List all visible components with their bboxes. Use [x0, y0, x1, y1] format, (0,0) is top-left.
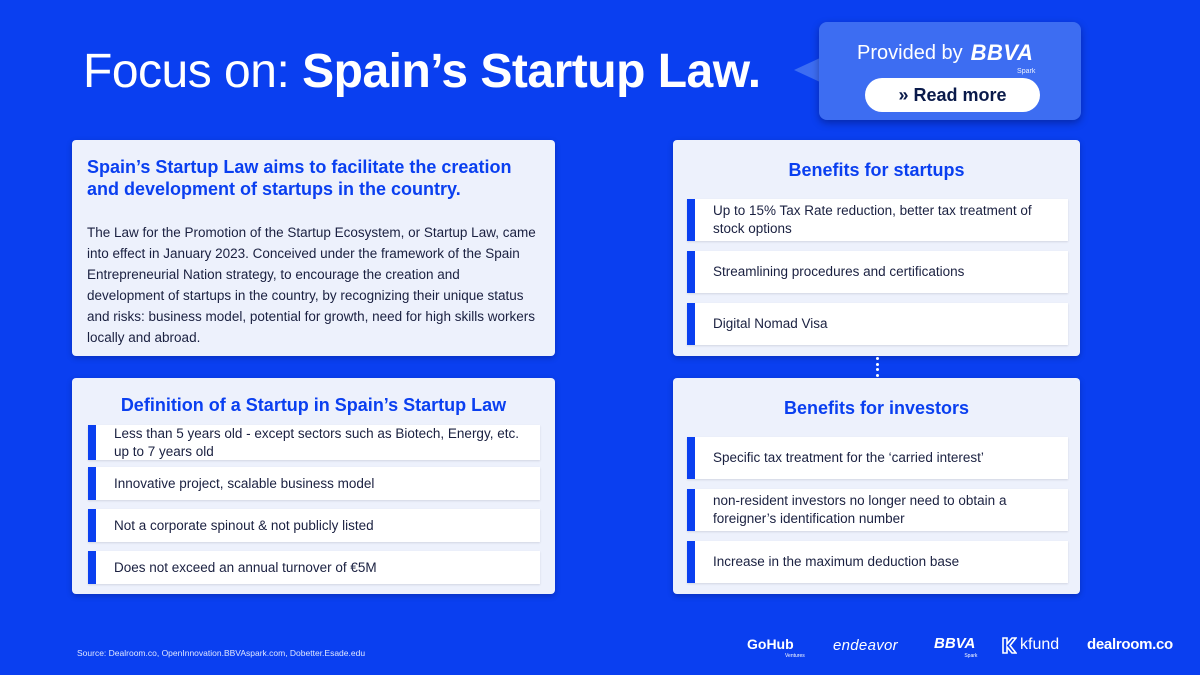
gohub-logo-sub: Ventures — [785, 653, 805, 659]
startup-benefit-item: Digital Nomad Visa — [687, 303, 1068, 345]
startup-benefits-card — [673, 140, 1080, 356]
investor-benefits-title: Benefits for investors — [783, 398, 970, 418]
title-main: Spain’s Startup Law. — [302, 45, 761, 98]
kfund-logo — [1002, 636, 1059, 654]
provided-by-box — [819, 22, 1081, 120]
intro-card — [72, 140, 555, 356]
startup-benefit-item: Streamlining procedures and certifications — [687, 251, 1068, 293]
bbva-spark-footer-logo — [934, 635, 978, 659]
bbva-spark-logo — [970, 40, 1036, 75]
gohub-logo-text: GoHub — [747, 636, 794, 652]
investor-benefit-item: non-resident investors no longer need to obtain a foreigner’s identification number — [687, 489, 1068, 531]
definition-item: Does not exceed an annual turnover of €5M — [88, 551, 540, 584]
definition-item: Not a corporate spinout & not publicly listed — [88, 509, 540, 542]
investor-benefits-card — [673, 378, 1080, 594]
intro-heading: Spain’s Startup Law aims to facilitate the creation and development of startups in the country. — [87, 157, 512, 199]
provided-box-tail — [794, 58, 820, 82]
bbva-footer-word: BBVA — [934, 635, 976, 652]
startup-benefits-title: Benefits for startups — [788, 160, 965, 180]
endeavor-logo: endeavor — [833, 637, 898, 654]
provided-by-line — [857, 38, 1036, 75]
title-prefix: Focus on: — [83, 45, 303, 98]
dealroom-logo: dealroom.co — [1087, 636, 1173, 653]
investor-benefit-item: Specific tax treatment for the ‘carried interest’ — [687, 437, 1068, 479]
source-note: Source: Dealroom.co, OpenInnovation.BBVAspark.com, Dobetter.Esade.edu — [77, 648, 366, 658]
gohub-logo — [747, 636, 805, 659]
cards-connector — [875, 356, 879, 378]
bbva-footer-sub: Spark — [964, 653, 978, 659]
definition-card — [72, 378, 555, 594]
read-more-button[interactable]: » Read more — [865, 78, 1040, 112]
partner-logos — [745, 632, 1175, 662]
bbva-logo-word: BBVA — [970, 40, 1034, 65]
definition-item: Less than 5 years old - except sectors such as Biotech, Energy, etc. up to 7 years old — [88, 425, 540, 460]
kfund-logo-text: kfund — [1020, 636, 1060, 653]
provided-by-text: Provided by — [857, 41, 963, 64]
bbva-logo-sub: Spark — [1017, 68, 1036, 75]
definition-title: Definition of a Startup in Spain’s Startup Law — [120, 395, 507, 415]
page-title — [83, 44, 761, 100]
investor-benefit-item: Increase in the maximum deduction base — [687, 541, 1068, 583]
definition-item: Innovative project, scalable business model — [88, 467, 540, 500]
kfund-mark-icon — [1002, 637, 1017, 654]
startup-benefit-item: Up to 15% Tax Rate reduction, better tax treatment of stock options — [687, 199, 1068, 241]
intro-body: The Law for the Promotion of the Startup Ecosystem, or Startup Law, came into effect in January 2023. Conceived under the framework of the Spain Entrepreneurial Nation strategy, to encourage the creation and development of startups in the country, by recognizing their unique status and risks: business model, potential for growth, need for high skills workers locally and abroad. — [87, 225, 536, 345]
